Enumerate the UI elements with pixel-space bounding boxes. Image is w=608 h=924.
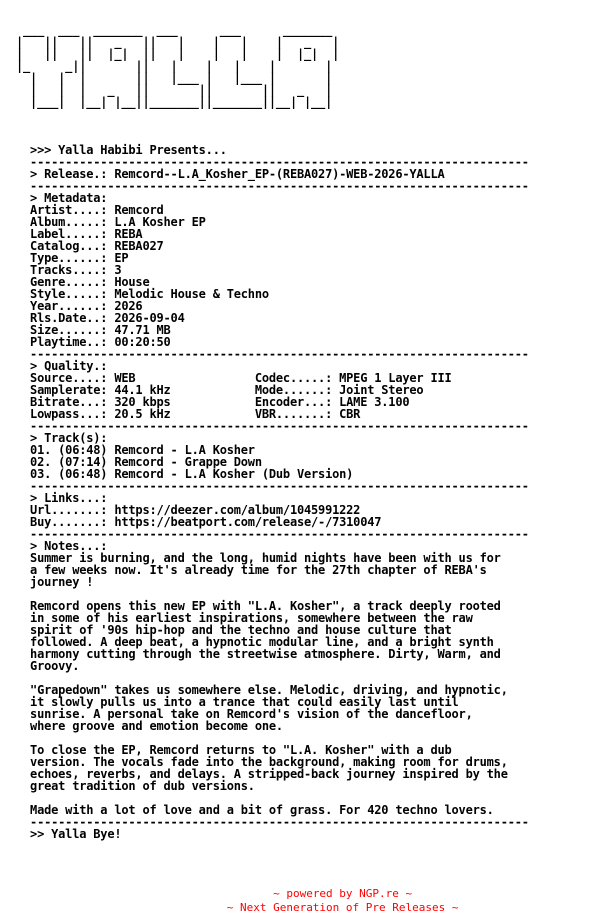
nfo-line: Summer is burning, and the long, humid nights have been with us for bbox=[16, 551, 501, 565]
nfo-line: Lowpass...: 20.5 kHz VBR.......: CBR bbox=[16, 407, 361, 421]
nfo-line: echoes, reverbs, and delays. A stripped-back journey inspired by the bbox=[16, 767, 508, 781]
nfo-line: | | | || |___ | |___ | | bbox=[16, 71, 333, 85]
nfo-line: >> Yalla Bye! bbox=[16, 827, 122, 841]
nfo-line: ----------------------------------------------------------------------- bbox=[16, 347, 529, 361]
nfo-line: Made with a lot of love and a bit of grass. For 420 techno lovers. bbox=[16, 803, 494, 817]
nfo-line: 02. (07:14) Remcord - Grappe Down bbox=[16, 455, 262, 469]
nfo-line: followed. A deep beat, a hypnotic modular line, and a bright synth bbox=[16, 635, 494, 649]
nfo-line: > Release.: Remcord--L.A_Kosher_EP-(REBA027)-WEB-2026-YALLA bbox=[16, 167, 445, 181]
nfo-line bbox=[16, 120, 529, 132]
nfo-text-block bbox=[16, 24, 529, 840]
nfo-line: ___ ___ _______ ___ ___ _______ bbox=[16, 23, 333, 37]
nfo-line: Year......: 2026 bbox=[16, 299, 143, 313]
nfo-line: Url.......: https://deezer.com/album/1045991222 bbox=[16, 503, 361, 517]
nfo-line: Album.....: L.A Kosher EP bbox=[16, 215, 206, 229]
nfo-line: |___| |__| |__||_______||_______||__| |__| bbox=[16, 95, 333, 109]
nfo-line bbox=[16, 108, 529, 120]
footer-powered-by-link[interactable]: ~ powered by NGP.re ~ bbox=[273, 887, 413, 900]
nfo-line: 03. (06:48) Remcord - L.A Kosher (Dub Version) bbox=[16, 467, 354, 481]
nfo-line: version. The vocals fade into the background, making room for drums, bbox=[16, 755, 508, 769]
nfo-line: > Notes...: bbox=[16, 539, 108, 553]
footer-tagline bbox=[0, 887, 608, 915]
footer-tagline-link[interactable]: ~ Next Generation of Pre Releases ~ bbox=[226, 901, 459, 914]
nfo-line: where groove and emotion become one. bbox=[16, 719, 283, 733]
nfo-line: | || || |_| || | | | | |_| | bbox=[16, 47, 340, 61]
nfo-line: > Track(s): bbox=[16, 431, 108, 445]
nfo-line: ----------------------------------------------------------------------- bbox=[16, 479, 529, 493]
nfo-line: ----------------------------------------------------------------------- bbox=[16, 527, 529, 541]
nfo-line: Samplerate: 44.1 kHz Mode......: Joint Stereo bbox=[16, 383, 424, 397]
nfo-line: |_ _|| || | | | | | bbox=[16, 59, 333, 73]
nfo-line: Catalog...: REBA027 bbox=[16, 239, 164, 253]
nfo-line: great tradition of dub versions. bbox=[16, 779, 255, 793]
nfo-line: harmony cutting through the streetwise atmosphere. Dirty, Warm, and bbox=[16, 647, 501, 661]
nfo-line: Buy.......: https://beatport.com/release/-/7310047 bbox=[16, 515, 382, 529]
nfo-line: ----------------------------------------------------------------------- bbox=[16, 179, 529, 193]
nfo-line: ----------------------------------------------------------------------- bbox=[16, 419, 529, 433]
nfo-line: in some of his earliest inspirations, somewhere between the raw bbox=[16, 611, 473, 625]
nfo-line: Playtime..: 00:20:50 bbox=[16, 335, 171, 349]
nfo-line: Size......: 47.71 MB bbox=[16, 323, 171, 337]
nfo-line: Rls.Date..: 2026-09-04 bbox=[16, 311, 185, 325]
nfo-line: "Grapedown" takes us somewhere else. Melodic, driving, and hypnotic, bbox=[16, 683, 508, 697]
nfo-line: Artist....: Remcord bbox=[16, 203, 164, 217]
nfo-line: Type......: EP bbox=[16, 251, 129, 265]
nfo-line: Style.....: Melodic House & Techno bbox=[16, 287, 269, 301]
nfo-line: | | | _ || || || _ | bbox=[16, 83, 333, 97]
nfo-line: > Metadata: bbox=[16, 191, 108, 205]
nfo-line: 01. (06:48) Remcord - L.A Kosher bbox=[16, 443, 255, 457]
nfo-line: it slowly pulls us into a trance that could easily last until bbox=[16, 695, 459, 709]
nfo-line: a few weeks now. It's already time for the 27th chapter of REBA's bbox=[16, 563, 487, 577]
nfo-line: To close the EP, Remcord returns to "L.A. Kosher" with a dub bbox=[16, 743, 452, 757]
nfo-line: Bitrate...: 320 kbps Encoder...: LAME 3.100 bbox=[16, 395, 410, 409]
nfo-line: sunrise. A personal take on Remcord's vision of the dancefloor, bbox=[16, 707, 473, 721]
nfo-line: journey ! bbox=[16, 575, 94, 589]
nfo-line: | || || _ || | | | | _ | bbox=[16, 35, 340, 49]
nfo-line: spirit of '90s hip-hop and the techno and house culture that bbox=[16, 623, 452, 637]
nfo-line: Source....: WEB Codec.....: MPEG 1 Layer III bbox=[16, 371, 452, 385]
nfo-line: Groovy. bbox=[16, 659, 80, 673]
nfo-line: Genre.....: House bbox=[16, 275, 150, 289]
nfo-line: Label.....: REBA bbox=[16, 227, 143, 241]
nfo-line: > Quality.: bbox=[16, 359, 108, 373]
nfo-line: ----------------------------------------------------------------------- bbox=[16, 155, 529, 169]
nfo-line: > Links...: bbox=[16, 491, 108, 505]
nfo-line: Remcord opens this new EP with "L.A. Kosher", a track deeply rooted bbox=[16, 599, 501, 613]
nfo-line: >>> Yalla Habibi Presents... bbox=[16, 143, 227, 157]
nfo-line: Tracks....: 3 bbox=[16, 263, 122, 277]
nfo-line: ----------------------------------------------------------------------- bbox=[16, 815, 529, 829]
